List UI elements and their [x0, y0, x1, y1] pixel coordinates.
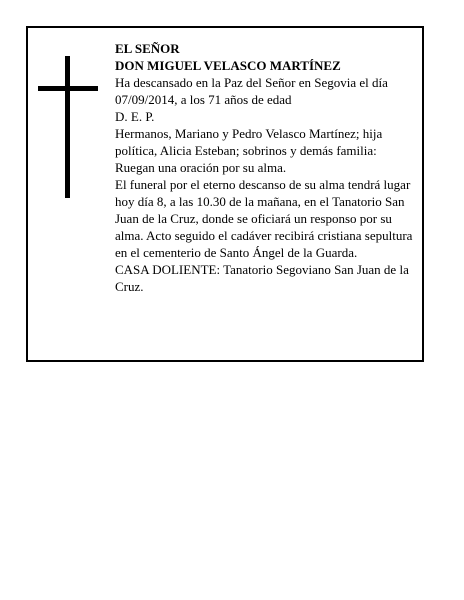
cross-horizontal-bar: [38, 86, 98, 91]
paragraph-casa-doliente: CASA DOLIENTE: Tanatorio Segoviano San Juan de la Cruz.: [115, 262, 409, 294]
paragraph-family: Hermanos, Mariano y Pedro Velasco Martínez; hija política, Alicia Esteban; sobrinos y demás familia:: [115, 126, 383, 158]
cross-vertical-bar: [65, 56, 70, 198]
heading-line-2: DON MIGUEL VELASCO MARTÍNEZ: [115, 58, 341, 73]
notice-text: [115, 40, 415, 295]
paragraph-funeral-details: El funeral por el eterno descanso de su alma tendrá lugar hoy día 8, a las 10.30 de la mañana, en el Tanatorio San Juan de la Cruz, donde se oficiará un responso por su alma. Acto seguido el cadáver recibirá cristiana sepultura en el cementerio de Santo Ángel de la Guarda.: [115, 177, 413, 260]
paragraph-death-announcement: Ha descansado en la Paz del Señor en Segovia el día 07/09/2014, a los 71 años de edad: [115, 75, 388, 107]
paragraph-dep: D. E. P.: [115, 109, 155, 124]
paragraph-prayer-request: Ruegan una oración por su alma.: [115, 160, 287, 175]
cross-icon: [38, 56, 100, 198]
heading-line-1: EL SEÑOR: [115, 41, 180, 56]
obituary-notice: [26, 26, 424, 362]
